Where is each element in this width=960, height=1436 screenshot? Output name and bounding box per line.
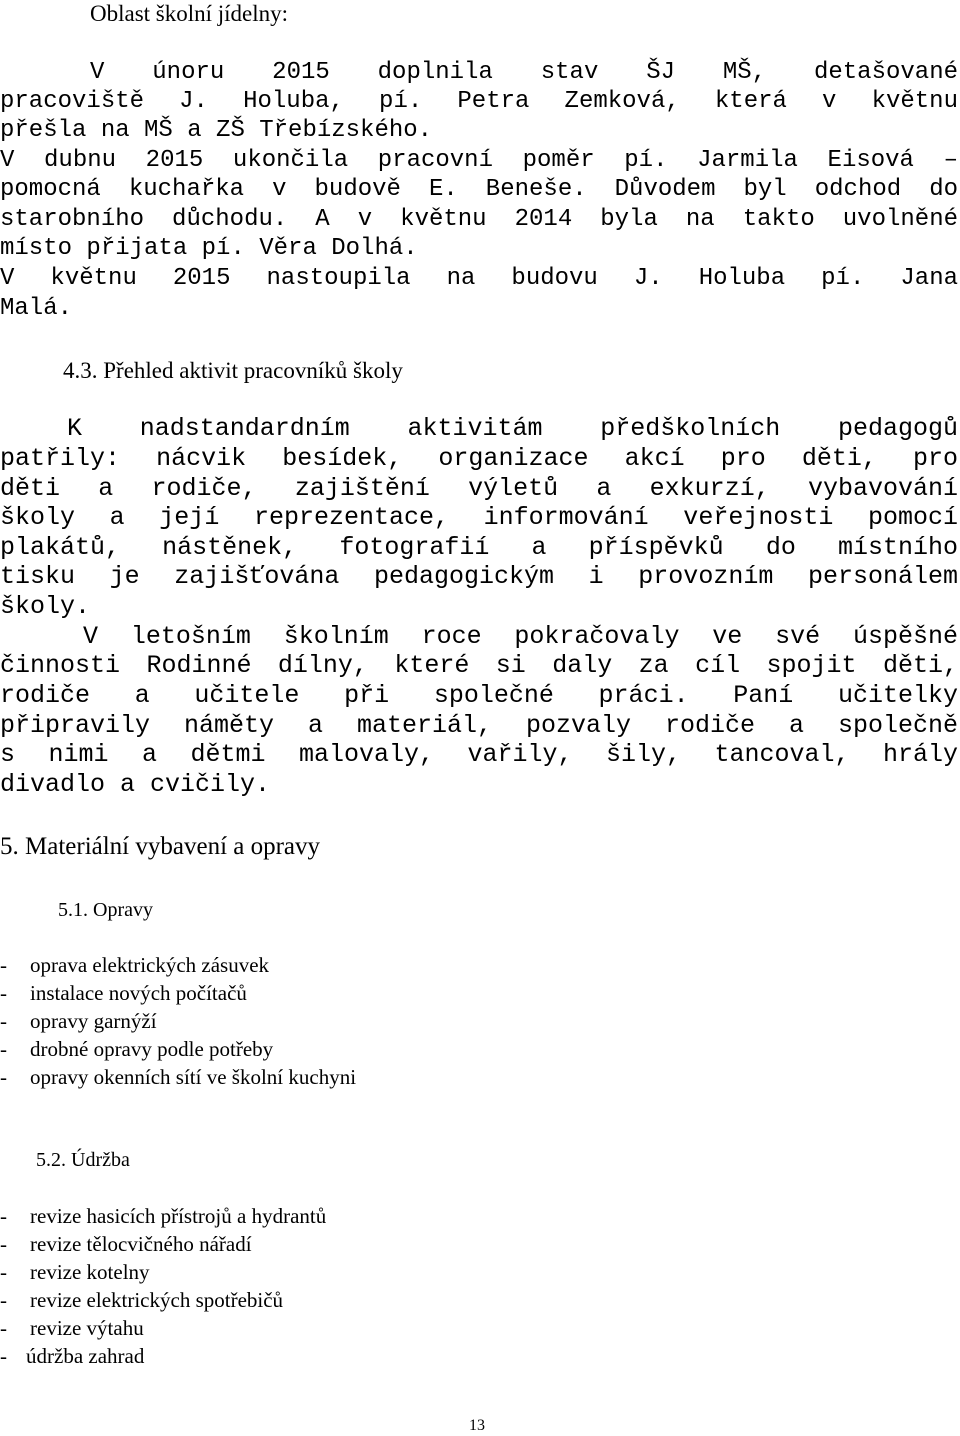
maintenance-heading: 5.2. Údržba xyxy=(36,1149,130,1171)
canteen-line: místo přijata pí. Věra Dolhá. xyxy=(0,235,418,262)
activities-line: s nimi a dětmi malovaly, vařily, šily, tancoval, hrály xyxy=(0,740,958,769)
list-marker: - xyxy=(0,1204,7,1228)
list-item-text: revize tělocvičného nářadí xyxy=(30,1232,252,1256)
list-item-text: oprava elektrických zásuvek xyxy=(30,953,270,977)
maintenance-list xyxy=(0,1202,326,1370)
list-item xyxy=(0,1035,356,1063)
list-item-text: revize hasicích přístrojů a hydrantů xyxy=(30,1204,327,1228)
list-marker: - xyxy=(0,981,7,1005)
canteen-line: přešla na MŠ a ZŠ Třebízského. xyxy=(0,117,433,144)
material-heading: 5. Materiální vybavení a opravy xyxy=(0,833,321,860)
activities-line: tisku je zajišťována pedagogickým i provozním personálem xyxy=(0,562,958,591)
list-item xyxy=(0,1286,326,1314)
activities-line: V letošním školním roce pokračovaly ve své úspěšné xyxy=(83,622,958,651)
list-item xyxy=(0,1342,326,1370)
activities-line: děti a rodiče, zajištění výletů a exkurzí, vybavování xyxy=(0,474,958,503)
canteen-line: Malá. xyxy=(0,295,73,322)
list-item-text: revize kotelny xyxy=(30,1260,150,1284)
activities-line: školy. xyxy=(0,592,91,621)
page-number: 13 xyxy=(469,1417,485,1434)
list-item xyxy=(0,1202,326,1230)
list-marker: - xyxy=(0,953,7,977)
list-item-text: revize výtahu xyxy=(30,1316,144,1340)
list-item xyxy=(0,1007,356,1035)
canteen-heading: Oblast školní jídelny: xyxy=(90,1,289,26)
canteen-line: pomocná kuchařka v budově E. Beneše. Důvodem byl odchod do xyxy=(0,176,958,203)
list-item-text: opravy okenních sítí ve školní kuchyni xyxy=(30,1065,357,1089)
list-marker: - xyxy=(0,1344,7,1368)
canteen-line: V květnu 2015 nastoupila na budovu J. Holuba pí. Jana xyxy=(0,265,958,292)
list-item xyxy=(0,1230,326,1258)
list-item-text: drobné opravy podle potřeby xyxy=(30,1037,274,1061)
list-marker: - xyxy=(0,1288,7,1312)
list-item-text: opravy garnýží xyxy=(30,1009,157,1033)
list-marker: - xyxy=(0,1316,7,1340)
list-item-text: instalace nových počítačů xyxy=(30,981,247,1005)
list-item-text: revize elektrických spotřebičů xyxy=(30,1288,284,1312)
canteen-line: pracoviště J. Holuba, pí. Petra Zemková, která v květnu xyxy=(0,88,958,115)
repairs-heading: 5.1. Opravy xyxy=(58,899,153,921)
repairs-list xyxy=(0,951,356,1091)
list-item xyxy=(0,1314,326,1342)
list-item xyxy=(0,1258,326,1286)
list-marker: - xyxy=(0,1009,7,1033)
activities-line: připravily náměty a materiál, pozvaly rodiče a společně xyxy=(0,711,958,740)
list-marker: - xyxy=(0,1037,7,1061)
canteen-line: V únoru 2015 doplnila stav ŠJ MŠ, detašované xyxy=(90,59,958,86)
canteen-line: starobního důchodu. A v květnu 2014 byla na takto uvolněné xyxy=(0,206,958,233)
activities-line: K nadstandardním aktivitám předškolních pedagogů xyxy=(67,414,958,443)
list-marker: - xyxy=(0,1065,7,1089)
activities-line: patřily: nácvik besídek, organizace akcí pro děti, pro xyxy=(0,444,958,473)
canteen-line: V dubnu 2015 ukončila pracovní poměr pí. Jarmila Eisová – xyxy=(0,147,958,174)
list-item-text: údržba zahrad xyxy=(26,1344,145,1368)
list-marker: - xyxy=(0,1260,7,1284)
list-marker: - xyxy=(0,1232,7,1256)
activities-line: činnosti Rodinné dílny, které si daly za cíl spojit děti, xyxy=(0,651,958,680)
list-item xyxy=(0,951,356,979)
activities-line: školy a její reprezentace, informování veřejnosti pomocí xyxy=(0,503,958,532)
list-item xyxy=(0,1063,356,1091)
activities-line: plakátů, nástěnek, fotografií a příspěvků do místního xyxy=(0,533,958,562)
activities-line: divadlo a cvičily. xyxy=(0,770,271,799)
activities-heading: 4.3. Přehled aktivit pracovníků školy xyxy=(63,358,403,383)
list-item xyxy=(0,979,356,1007)
activities-line: rodiče a učitele při společné práci. Paní učitelky xyxy=(0,681,958,710)
